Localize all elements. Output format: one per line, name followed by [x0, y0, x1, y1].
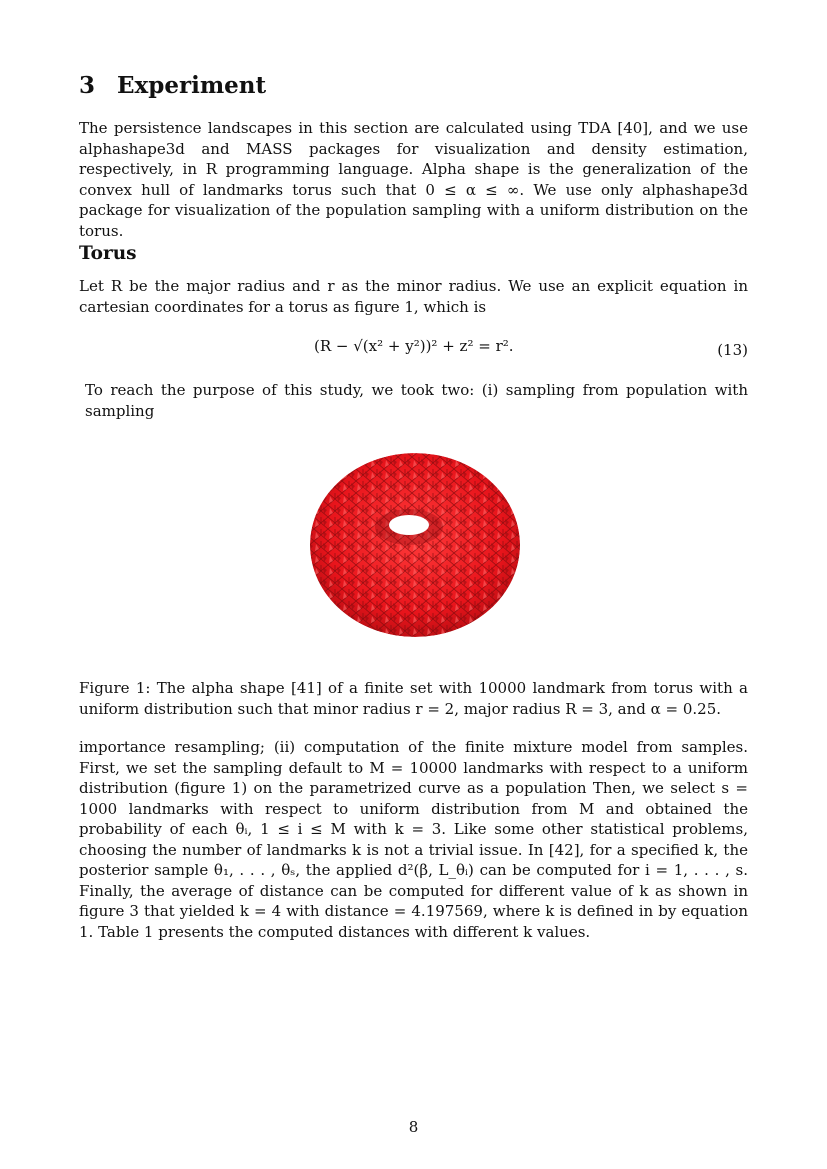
torus-alpha-shape-image — [300, 445, 530, 640]
intro-paragraph: The persistence landscapes in this section are calculated using TDA [40], and we use alphashape3d and MASS packages for visualization and density estimation, respectively, in R programming language. Alpha shape is the generalization of the convex hull of landmarks torus such that 0 ≤ α ≤ ∞. We use only alphashape3d package for visualization of the population sampling with a uniform distribution on the torus. — [79, 119, 748, 240]
figure-caption: Figure 1: The alpha shape [41] of a finite set with 10000 landmark from torus with a uniform distribution such that minor radius r = 2, major radius R = 3, and α = 0.25. — [79, 679, 748, 718]
torus-figure — [300, 445, 530, 640]
section-title: Experiment — [117, 72, 267, 99]
equation-number: (13) — [717, 341, 748, 359]
equation-13 — [79, 333, 748, 373]
torus-paragraph: Let R be the major radius and r as the minor radius. We use an explicit equation in cartesian coordinates for a torus as figure 1, which is — [79, 277, 748, 316]
section-number: 3 — [79, 72, 96, 99]
page-number: 8 — [408, 1118, 419, 1136]
equation-body: (R − √(x² + y²))² + z² = r². — [314, 337, 514, 355]
torus-inner-shadow — [375, 509, 443, 545]
section-heading — [79, 72, 748, 99]
torus-facets — [310, 453, 520, 637]
subsection-heading: Torus — [79, 243, 137, 264]
method-paragraph: importance resampling; (ii) computation of the finite mixture model from samples. First, we set the sampling default to M = 10000 landmarks with respect to a uniform distribution (figure 1) on the parametrized curve as a population Then, we select s = 1000 landmarks with respect to uniform distribution from M and obtained the probability of each θᵢ, 1 ≤ i ≤ M with k = 3. Like some other statistical problems, choosing the number of landmarks k is not a trivial issue. In [42], for a specified k, the posterior sample θ₁, . . . , θₛ, the applied d²(β, L_θᵢ) can be computed for i = 1, . . . , s. Finally, the average of distance can be computed for different value of k as shown in figure 3 that yielded k = 4 with distance = 4.197569, where k is defined in by equation 1. Table 1 presents the computed distances with different k values. — [79, 738, 748, 941]
purpose-sentence: To reach the purpose of this study, we took two: (i) sampling from population with sampling — [85, 381, 748, 420]
